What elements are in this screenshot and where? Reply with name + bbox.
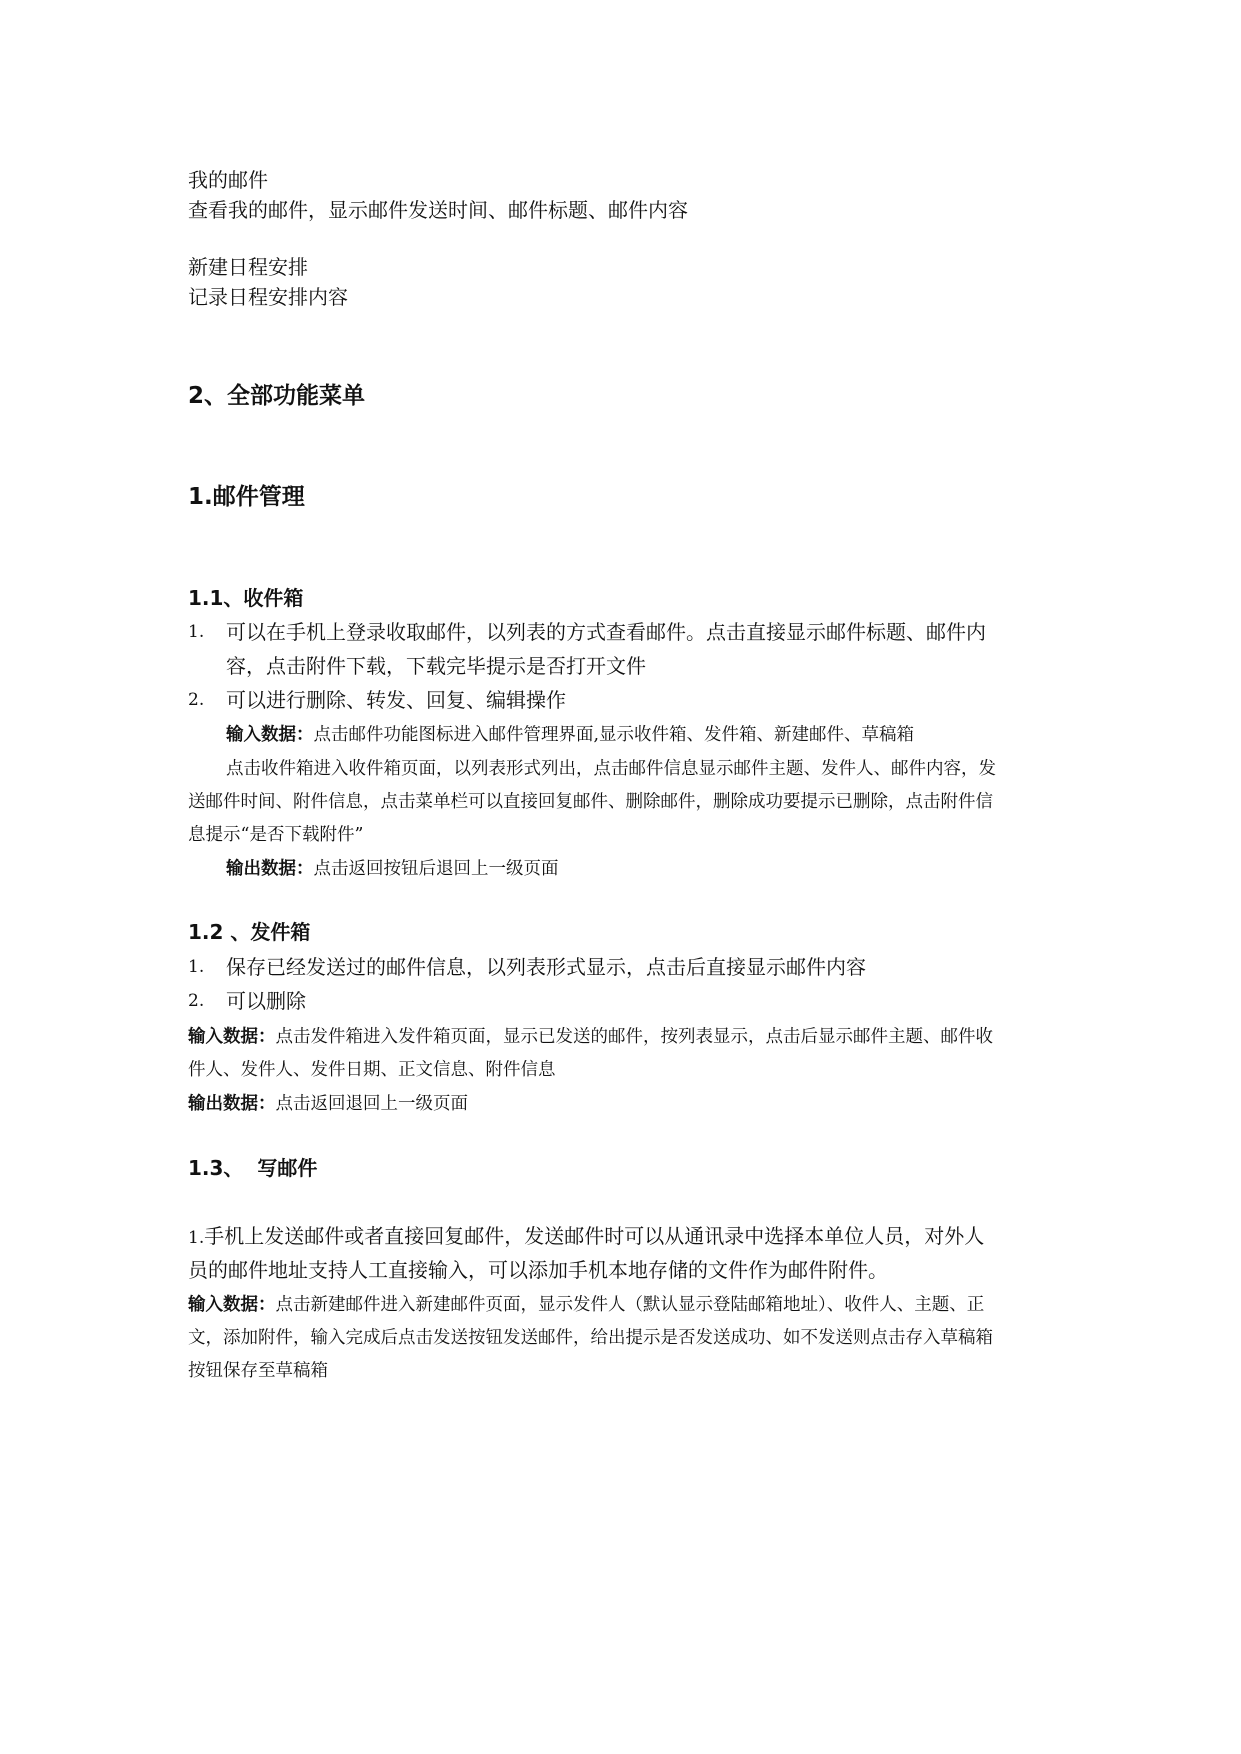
my-mail-description: 查看我的邮件，显示邮件发送时间、邮件标题、邮件内容 xyxy=(188,198,688,222)
compose-paragraph-line1 xyxy=(188,1222,1058,1252)
compose-input-data xyxy=(188,1292,1058,1318)
mail-management-heading: 1.邮件管理 xyxy=(188,484,305,510)
inbox-item1-line2: 容，点击附件下载，下载完毕提示是否打开文件 xyxy=(226,654,646,678)
outbox-output-text: 点击返回退回上一级页面 xyxy=(275,1094,468,1114)
compose-input-line1: 点击新建邮件进入新建邮件页面，显示发件人（默认显示登陆邮箱地址）、收件人、主题、正 xyxy=(275,1295,985,1315)
inbox-item2-number: 2. xyxy=(188,690,205,710)
inbox-output-label: 输出数据： xyxy=(226,859,314,879)
inbox-input-line2: 点击收件箱进入收件箱页面，以列表形式列出，点击邮件信息显示邮件主题、发件人、邮件内容，发 xyxy=(226,759,996,779)
inbox-input-line3: 送邮件时间、附件信息，点击菜单栏可以直接回复邮件、删除邮件，删除成功要提示已删除，点击附件信 xyxy=(188,792,993,812)
outbox-heading: 1.2 、发件箱 xyxy=(188,920,311,944)
inbox-item1-number: 1. xyxy=(188,622,205,642)
outbox-item2-line1: 可以删除 xyxy=(226,989,306,1013)
inbox-input-line1: 点击邮件功能图标进入邮件管理界面,显示收件箱、发件箱、新建邮件、草稿箱 xyxy=(313,725,915,745)
outbox-input-label: 输入数据： xyxy=(188,1027,276,1047)
all-function-menu-heading: 2、全部功能菜单 xyxy=(188,383,366,409)
compose-paragraph-line2: 员的邮件地址支持人工直接输入，可以添加手机本地存储的文件作为邮件附件。 xyxy=(188,1258,888,1282)
outbox-input-data xyxy=(188,1024,1058,1050)
inbox-input-data xyxy=(226,722,1058,748)
inbox-output-text: 点击返回按钮后退回上一级页面 xyxy=(313,859,559,879)
outbox-input-line2: 件人、发件人、发件日期、正文信息、附件信息 xyxy=(188,1060,556,1080)
compose-input-label: 输入数据： xyxy=(188,1295,276,1315)
outbox-item1-number: 1. xyxy=(188,957,205,977)
compose-input-line2: 文，添加附件，输入完成后点击发送按钮发送邮件，给出提示是否发送成功、如不发送则点击存入草稿箱 xyxy=(188,1328,993,1348)
outbox-output-label: 输出数据： xyxy=(188,1094,276,1114)
compose-input-line3: 按钮保存至草稿箱 xyxy=(188,1361,328,1381)
inbox-item2-line1: 可以进行删除、转发、回复、编辑操作 xyxy=(226,688,566,712)
outbox-item1-line1: 保存已经发送过的邮件信息，以列表形式显示，点击后直接显示邮件内容 xyxy=(226,955,866,979)
compose-paragraph-text1: 手机上发送邮件或者直接回复邮件，发送邮件时可以从通讯录中选择本单位人员，对外人 xyxy=(204,1224,985,1248)
outbox-item2-number: 2. xyxy=(188,991,205,1011)
inbox-input-label: 输入数据： xyxy=(226,725,314,745)
compose-heading: 1.3、 写邮件 xyxy=(188,1156,318,1180)
inbox-item1-line1: 可以在手机上登录收取邮件，以列表的方式查看邮件。点击直接显示邮件标题、邮件内 xyxy=(226,620,986,644)
outbox-output-data xyxy=(188,1091,1058,1117)
my-mail-title: 我的邮件 xyxy=(188,168,268,192)
schedule-title: 新建日程安排 xyxy=(188,255,308,279)
outbox-input-line1: 点击发件箱进入发件箱页面，显示已发送的邮件，按列表显示，点击后显示邮件主题、邮件收 xyxy=(275,1027,993,1047)
inbox-input-line4: 息提示“是否下载附件” xyxy=(188,825,364,845)
inbox-output-data xyxy=(226,856,1058,882)
inbox-heading: 1.1、收件箱 xyxy=(188,586,304,610)
schedule-description: 记录日程安排内容 xyxy=(188,285,348,309)
compose-paragraph-number: 1. xyxy=(188,1228,205,1248)
